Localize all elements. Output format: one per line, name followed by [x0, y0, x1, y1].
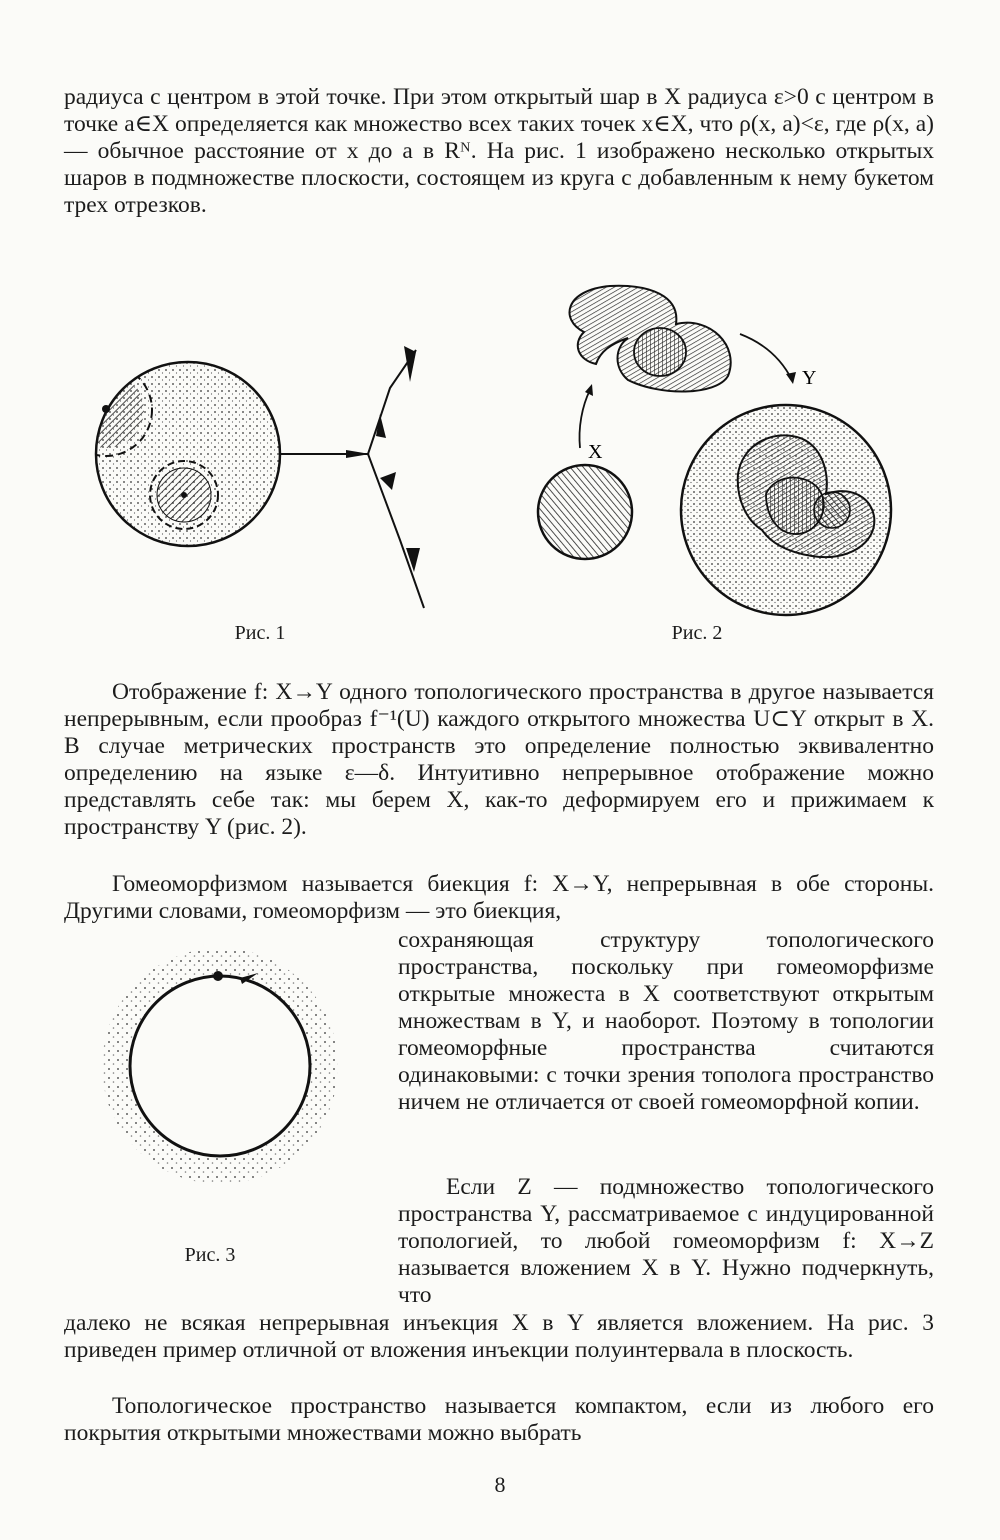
paragraph-compact: Топологическое пространство называется компактом, если из любого его покрытия открытыми множествами можно выбрать	[64, 1393, 934, 1446]
paragraph-embedding: Если Z — подмножество топологического пространства Y, рассматриваемое с индуцированной топологией, то любой гомеоморфизм f: X→Z называется вложением X в Y. Нужно подчеркнуть, что	[398, 1174, 934, 1308]
space-x	[538, 465, 632, 559]
arrow-up	[579, 390, 590, 448]
paragraph-injection: далеко не всякая непрерывная инъекция X в Y является вложением. На рис. 3 приведен пример отличной от вложения инъекции полуинтервала в плоскость.	[64, 1310, 934, 1363]
paragraph-open-ball: радиуса с центром в этой точке. При этом открытый шар в X радиуса ε>0 с центром в точке a∈X определяется как множество всех таких точек x∈X, что ρ(x, a)<ε, где ρ(x, a) — обычное расстояние от x до a в Rᴺ. На рис. 1 изображено несколько открытых шаров в подмножестве плоскости, состоящем из круга с добавленным к нему букетом трех отрезков.	[64, 84, 934, 218]
figure-3-caption: Рис. 3	[184, 1244, 236, 1266]
figure-1-caption: Рис. 1	[234, 622, 286, 644]
figure-2	[530, 280, 900, 620]
start-point	[213, 971, 223, 981]
figure-1	[80, 340, 460, 620]
figure-3	[62, 940, 362, 1190]
label-x: X	[588, 441, 603, 463]
paragraph-homeomorphism-body: сохраняющая структуру топологического пространства, поскольку при гомеоморфизме открытые множеста в X соответствуют открытым множествам в Y, и наоборот. Поэтому в топологии гомеоморфные пространства считаются одинаковыми: с точки зрения тополога пространство ничем не отличается от своей гомеоморфной копии.	[398, 927, 934, 1115]
arrow-deform	[740, 334, 792, 380]
label-y: Y	[802, 367, 817, 389]
bouquet-segments	[280, 350, 424, 608]
paragraph-continuous-map: Отображение f: X→Y одного топологического пространства в другое называется непрерывным, если прообраз f⁻¹(U) каждого открытого множества U⊂Y открыт в X. В случае метрических пространств это определение полностью эквивалентно определению на языке ε—δ. Интуитивно непрерывное отображение можно представлять себе так: мы берем X, как-то деформируем его и прижимаем к пространству Y (рис. 2).	[64, 679, 934, 840]
figure-2-caption: Рис. 2	[671, 622, 723, 644]
paragraph-homeomorphism-intro: Гомеоморфизмом называется биекция f: X→Y, непрерывная в обе стороны. Другими словами, гомеоморфизм — это биекция,	[64, 871, 934, 924]
page-number: 8	[494, 1472, 506, 1497]
